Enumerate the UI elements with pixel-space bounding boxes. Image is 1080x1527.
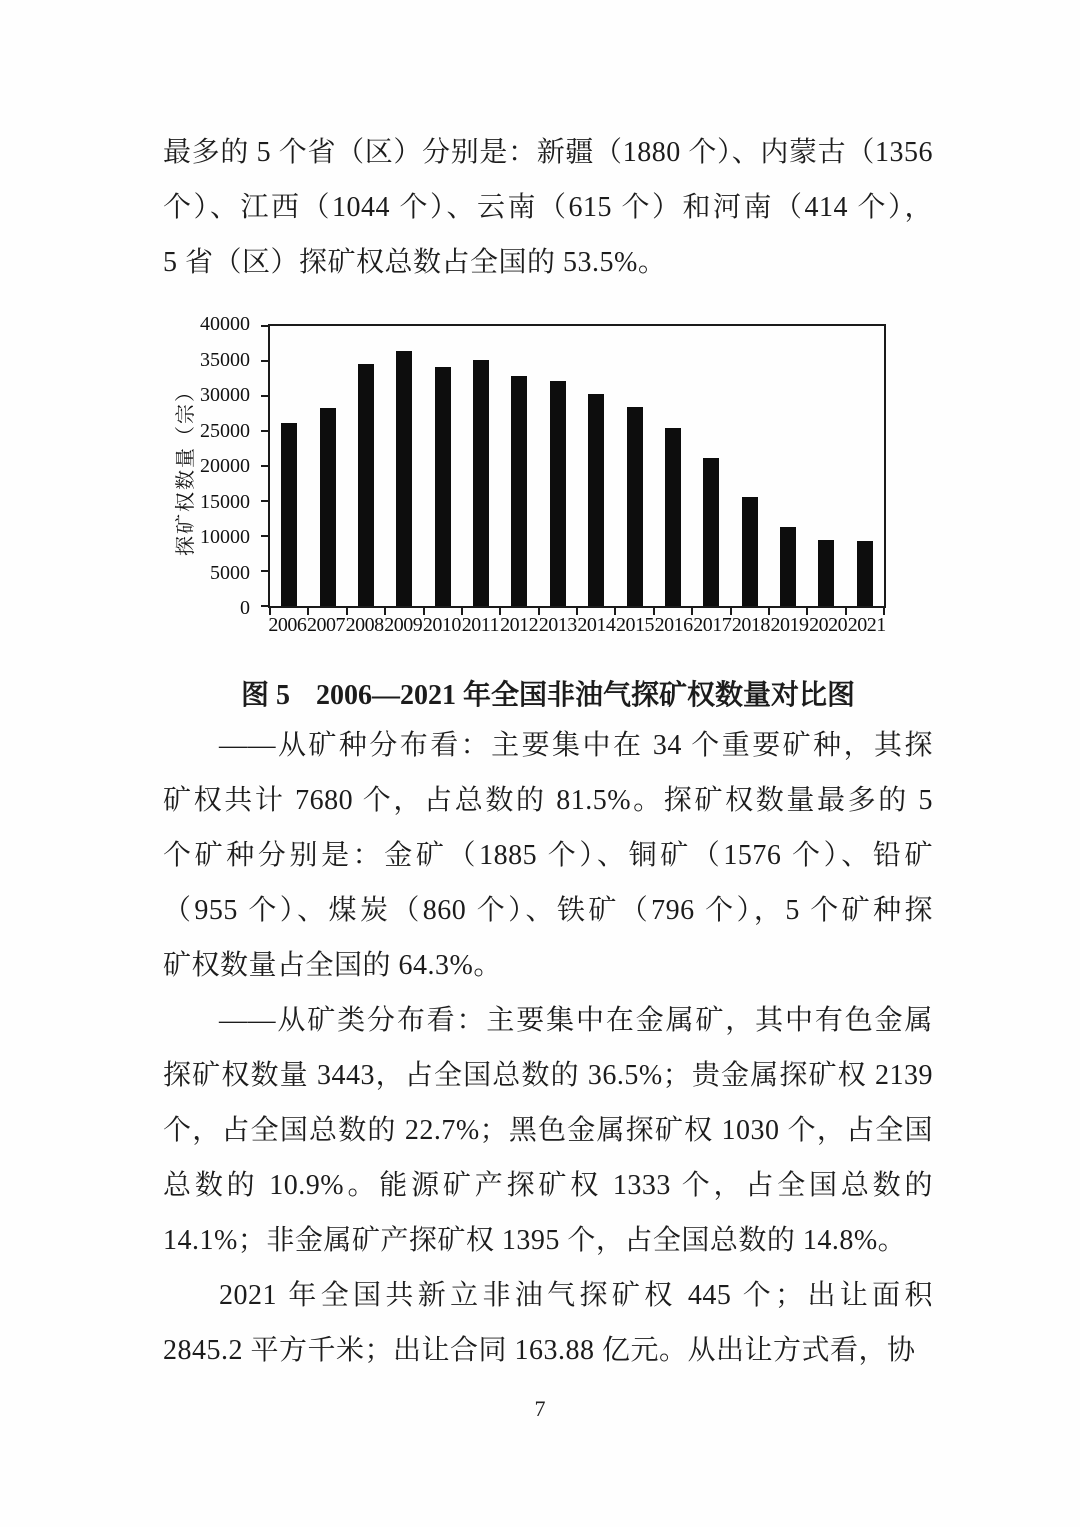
text-line: 个）、江西（1044 个）、云南（615 个）和河南（414 个）， [163,192,933,223]
y-axis-tick-mark [261,430,270,432]
chart-bar [320,408,336,606]
text-line: 个，占全国总数的 22.7%；黑色金属探矿权 1030 个，占全国 [163,1115,933,1146]
chart-bar [818,540,834,607]
chart-bar [281,423,297,606]
plot-area [268,324,886,608]
y-axis [163,313,260,619]
chart-bar [550,381,566,606]
x-axis-tick-label: 2014 [577,614,616,636]
x-axis-tick-label: 2011 [461,614,500,636]
chart-bar [473,360,489,606]
y-axis-tick-label: 10000 [200,526,250,548]
x-axis-tick-label: 2007 [306,614,345,636]
paragraph-2021-new-rights [163,1268,933,1378]
chart-bar [511,376,527,606]
x-axis-tick-label: 2008 [345,614,384,636]
page-content [163,125,933,1378]
y-axis-tick-label: 15000 [200,490,250,513]
paragraph-mineral-categories [163,993,933,1268]
chart-bar [780,527,796,606]
x-axis-tick-label: 2009 [384,614,423,636]
y-axis-title: 探矿权数量（宗） [175,380,197,556]
y-axis-tick-label: 25000 [200,419,250,442]
text-line: 2845.2 平方千米；出让合同 163.88 亿元。从出让方式看，协 [163,1335,916,1366]
y-axis-tick-mark [261,395,270,397]
x-axis-tick-label: 2017 [693,614,732,636]
y-axis-tick-mark [261,535,270,537]
text-line: 个矿种分别是：金矿（1885 个）、铜矿（1576 个）、铅矿 [163,840,933,871]
figure-caption-text: 2006—2021 年全国非油气探矿权数量对比图 [316,680,856,711]
x-axis-tick-label: 2021 [847,614,886,636]
text-line: 总数的 10.9%。能源矿产探矿权 1333 个，占全国总数的 [163,1170,933,1201]
text-line: 矿权共计 7680 个，占总数的 81.5%。探矿权数量最多的 5 [163,785,933,816]
text-line: 2021 年全国共新立非油气探矿权 445 个；出让面积 [219,1280,933,1311]
chart-bar [857,541,873,606]
x-axis-tick-label: 2019 [770,614,809,636]
y-axis-tick-label: 20000 [200,455,250,477]
text-line: 14.1%；非金属矿产探矿权 1395 个，占全国总数的 14.8%。 [163,1225,907,1256]
y-axis-tick-mark [261,325,270,327]
chart-bar [665,428,681,607]
chart-bar [358,364,374,606]
y-axis-tick-label: 35000 [200,348,250,371]
x-axis-tick-label: 2006 [268,614,307,636]
text-line: ——从矿类分布看：主要集中在金属矿，其中有色金属 [219,1005,933,1036]
y-axis-tick-label: 5000 [210,561,250,584]
y-axis-tick-label: 40000 [200,313,250,335]
x-axis [268,614,886,637]
x-axis-tick-label: 2015 [615,614,654,636]
chart-bar [627,407,643,606]
chart-bar [396,351,412,606]
text-line: 矿权数量占全国的 64.3%。 [163,950,502,981]
y-axis-tick-mark [261,360,270,362]
text-line: 最多的 5 个省（区）分别是：新疆（1880 个）、内蒙古（1356 [163,137,933,168]
chart-bar [742,497,758,606]
x-axis-tick-label: 2010 [422,614,461,636]
x-axis-tick-label: 2013 [538,614,577,636]
y-axis-tick-mark [261,570,270,572]
figure-caption [163,674,933,718]
x-axis-tick-label: 2020 [809,614,848,636]
page-number: 7 [534,1396,546,1421]
text-line: 5 省（区）探矿权总数占全国的 53.5%。 [163,247,667,278]
text-line: （955 个）、煤炭（860 个）、铁矿（796 个），5 个矿种探 [163,895,933,926]
text-line: ——从矿种分布看：主要集中在 34 个重要矿种，其探 [219,730,933,761]
chart-bar [435,367,451,606]
y-axis-tick-label: 30000 [200,384,250,406]
x-axis-tick-label: 2018 [731,614,770,636]
x-axis-tick-label: 2012 [500,614,539,636]
figure-5-bar-chart [163,313,893,648]
text-line: 探矿权数量 3443，占全国总数的 36.5%；贵金属探矿权 2139 [163,1060,933,1091]
paragraph-mineral-species [163,718,933,993]
y-axis-tick-mark [261,500,270,502]
chart-bar [703,458,719,606]
figure-caption-prefix: 图 5 [240,680,290,711]
y-axis-tick-mark [261,465,270,467]
chart-bar [588,394,604,606]
x-axis-tick-label: 2016 [654,614,693,636]
paragraph-provinces [163,125,933,290]
y-axis-tick-label: 0 [240,597,250,619]
